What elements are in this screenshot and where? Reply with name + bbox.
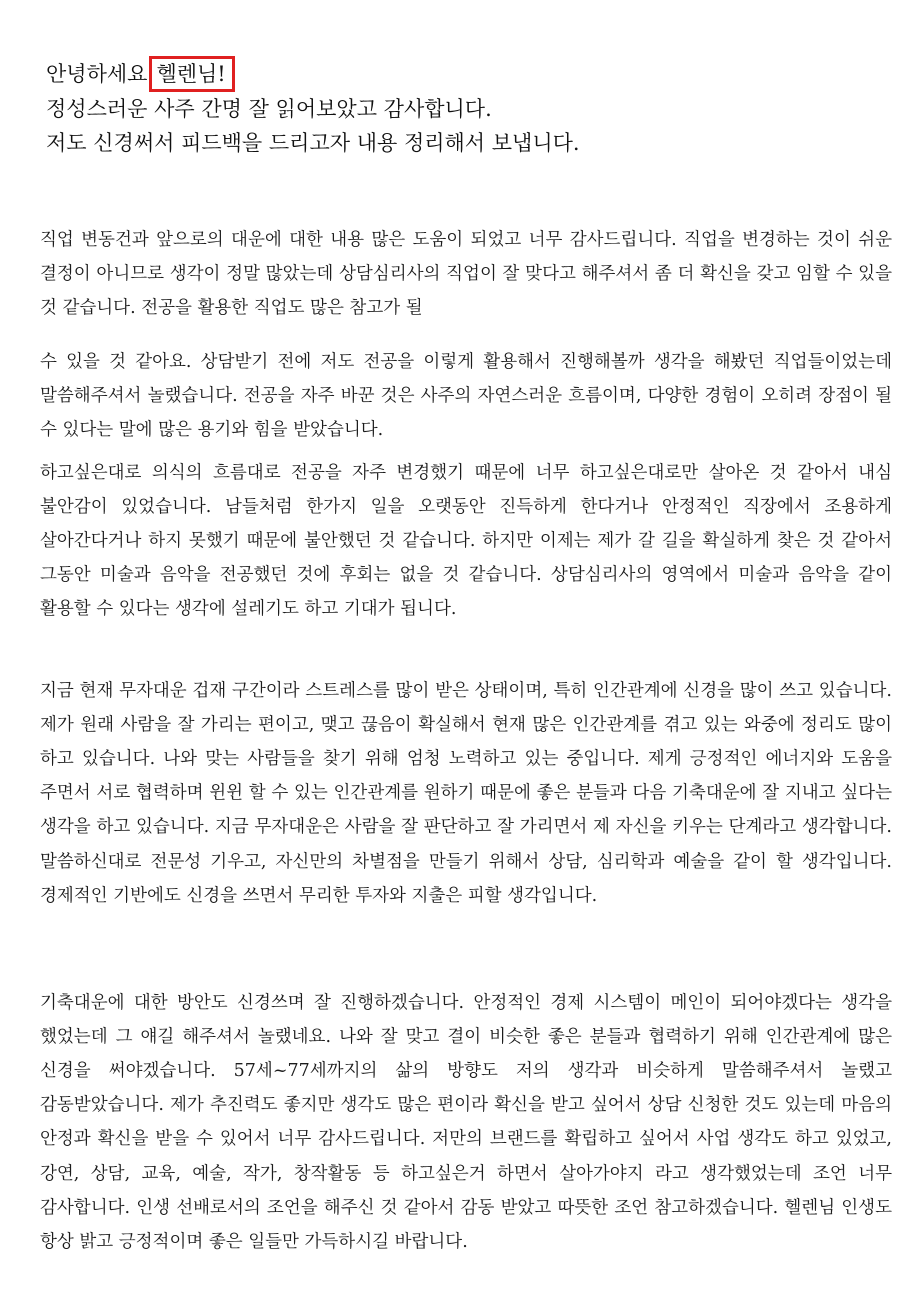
paragraph-next-fortune: 기축대운에 대한 방안도 신경쓰며 잘 진행하겠습니다. 안정적인 경제 시스템이 메인이 되어야겠다는 생각을 했었는데 그 얘길 해주셔서 놀랬네요. 나와 잘 맞고 결이 비슷한 좋은 분들과 협력하기 위해 인간관계에 많은 신경을 써야겠습니다. 57세~77세까지의 삶의 방향도 저의 생각과 비슷하게 말씀해주셔서 놀랬고 감동받았습니다. 제가 추진력도 좋지만 생각도 많은 편이라 확신을 받고 싶어서 상담 신청한 것도 있는데 마음의 안정과 확신을 받을 수 있어서 너무 감사드립니다. 저만의 브랜드를 확립하고 싶어서 사업 생각도 하고 있었고, 강연, 상담, 교육, 예술, 작가, 창작활동 등 하고싶은거 하면서 살아가야지 라고 생각했었는데 조언 너무 감사합니다. 인생 선배로서의 조언을 해주신 것 같아서 감동 받았고 따뜻한 조언 참고하겠습니다. 헬렌님 인생도 항상 밝고 긍정적이며 좋은 일들만 가득하시길 바랍니다. bbox=[40, 992, 892, 1252]
paragraph-anxiety: 하고싶은대로 의식의 흐름대로 전공을 자주 변경했기 때문에 너무 하고싶은대로만 살아온 것 같아서 내심 불안감이 있었습니다. 남들처럼 한가지 일을 오랫동안 진득하게 한다거나 안정적인 직장에서 조용하게 살아간다거나 하지 못했기 때문에 불안했던 것 같습니다. 하지만 이제는 제가 갈 길을 확실하게 찾은 것 같아서 그동안 미술과 음악을 전공했던 것에 후회는 없을 것 같습니다. 상담심리사의 영역에서 미술과 음악을 같이 활용할 수 있다는 생각에 설레기도 하고 기대가 됩니다. bbox=[40, 462, 892, 620]
greeting-block bbox=[46, 56, 866, 160]
greeting-line-2: 정성스러운 사주 간명 잘 읽어보았고 감사합니다. bbox=[46, 97, 492, 121]
recipient-name-highlight: 헬렌님! bbox=[149, 56, 234, 92]
paragraph-current-fortune: 지금 현재 무자대운 겁재 구간이라 스트레스를 많이 받은 상태이며, 특히 인간관계에 신경을 많이 쓰고 있습니다. 제가 원래 사람을 잘 가리는 편이고, 맺고 끊음이 확실해서 현재 많은 인간관계를 겪고 있는 와중에 정리도 많이 하고 있습니다. 나와 맞는 사람들을 찾기 위해 엄청 노력하고 있는 중입니다. 제게 긍정적인 에너지와 도움을 주면서 서로 협력하며 윈윈 할 수 있는 인간관계를 원하기 때문에 좋은 분들과 다음 기축대운에 잘 지내고 싶다는 생각을 하고 있습니다. 지금 무자대운은 사람을 잘 판단하고 잘 가리면서 제 자신을 키우는 단계라고 생각합니다. 말씀하신대로 전문성 기우고, 자신만의 차별점을 만들기 위해서 상담, 심리학과 예술을 같이 할 생각입니다. 경제적인 기반에도 신경을 쓰면서 무리한 투자와 지출은 피할 생각입니다. bbox=[40, 680, 892, 906]
greeting-line-3: 저도 신경써서 피드백을 드리고자 내용 정리해서 보냅니다. bbox=[46, 131, 580, 155]
paragraph-career-change: 직업 변동건과 앞으로의 대운에 대한 내용 많은 도움이 되었고 너무 감사드립니다. 직업을 변경하는 것이 쉬운 결정이 아니므로 생각이 정말 많았는데 상담심리사의 직업이 잘 맞다고 해주셔서 좀 더 확신을 갖고 임할 수 있을 것 같습니다. 전공을 활용한 직업도 많은 참고가 될 bbox=[40, 229, 892, 318]
paragraph-major-usage: 수 있을 것 같아요. 상담받기 전에 저도 전공을 이렇게 활용해서 진행해볼까 생각을 해봤던 직업들이었는데 말씀해주셔서 놀랬습니다. 전공을 자주 바꾼 것은 사주의 자연스러운 흐름이며, 다양한 경험이 오히려 장점이 될 수 있다는 말에 많은 용기와 힘을 받았습니다. bbox=[40, 351, 892, 440]
greeting-hello: 안녕하세요 bbox=[46, 62, 148, 86]
greeting-line-1 bbox=[46, 56, 866, 92]
